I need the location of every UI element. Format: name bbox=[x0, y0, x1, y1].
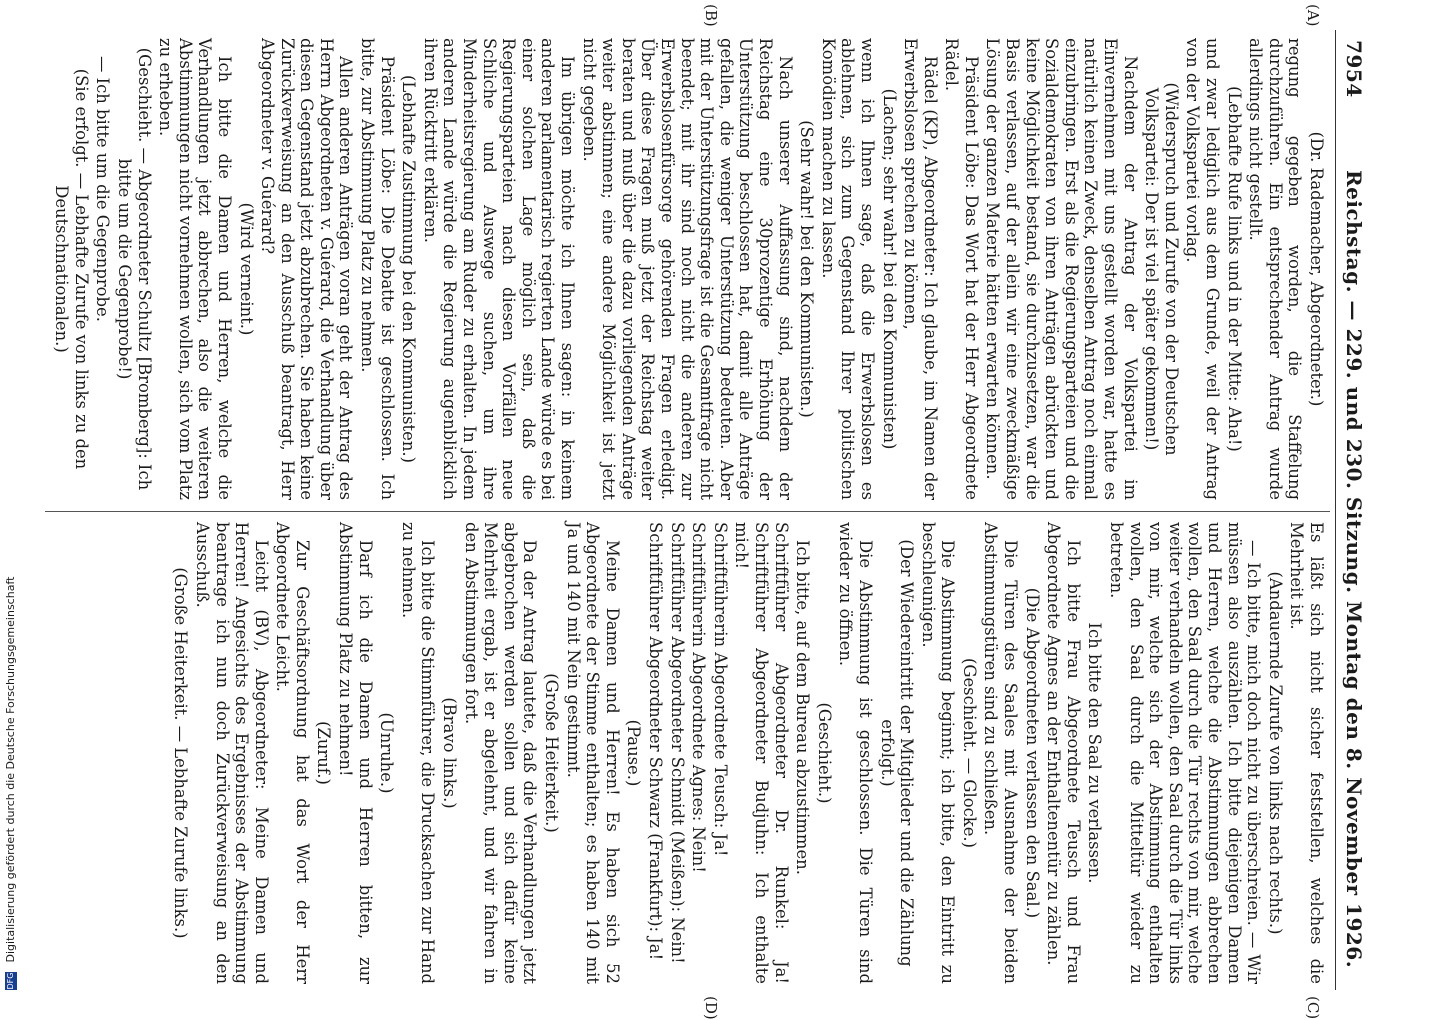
left-column-paragraph: Präsident Löbe: Die Debatte ist geschlossen. Ich bitte, zur Abstimmung Platz zu nehmen. bbox=[358, 38, 397, 500]
right-column-paragraph: Ich bitte Frau Abgeordnete Teusch und Frau Abgeordnete Agnes an der Enthaltenentür zu zählen. bbox=[1044, 522, 1083, 984]
margin-letter-b: (B) bbox=[702, 4, 720, 27]
column-divider bbox=[45, 511, 1330, 512]
right-column-paragraph: Ich bitte, auf dem Bureau abzustimmen. bbox=[793, 540, 813, 875]
right-column-paragraph: (Die Abgeordneten verlassen den Saal.) bbox=[1022, 587, 1042, 919]
right-column-paragraph: (Pause.) bbox=[624, 719, 644, 787]
right-column-paragraph: (Geschieht.) bbox=[814, 702, 834, 804]
dfg-logo: DFG bbox=[6, 972, 15, 990]
left-column-paragraph: und zwar lediglich aus dem Grunde, weil der Antrag von der Volkspartei vorlag. bbox=[1183, 38, 1223, 500]
right-column-paragraph: (Unruhe.) bbox=[377, 712, 397, 794]
left-column-paragraph: (Lebhafte Rufe links und in der Mitte: Aha!) bbox=[1224, 86, 1244, 452]
left-column-paragraph: (Widerspruch und Zurufe von der Deutschen Volkspartei: Der ist viel später gekommen!) bbox=[1142, 82, 1181, 456]
right-column-paragraph: Die Türen des Saales mit Ausnahme der beiden Abstimmungstüren sind zu schließen. bbox=[981, 522, 1021, 984]
header-rule bbox=[1335, 30, 1336, 990]
right-column-paragraph: Schriftführer Abgeordneter Schmidt (Meißen): Nein! bbox=[667, 522, 687, 964]
page-title: Reichstag. — 229. und 230. Sitzung. Montag den 8. November 1926. bbox=[1342, 170, 1366, 969]
page-header bbox=[1336, 30, 1370, 990]
right-column-paragraph: (Bravo links.) bbox=[440, 697, 460, 809]
left-column-paragraph: (Lebhafte Zustimmung bei den Kommunisten.) bbox=[399, 74, 419, 464]
margin-letter-c: (C) bbox=[1304, 996, 1322, 1020]
right-column-paragraph: Zur Geschäftsordnung hat das Wort der Herr Abgeordnete Leicht. bbox=[273, 522, 312, 984]
right-column-paragraph: Es läßt sich nicht sicher feststellen, welches die Mehrheit ist. bbox=[1287, 522, 1326, 984]
left-column-paragraph: Nach unserer Auffassung sind, nachdem der Reichstag eine 30prozentige Erhöhung der Unterstützung beschlossen hat, damit alle Anträge gefallen, die weniger Unterstützung bedeuten. Aber mit der Unterstützungsfrage ist die Gesamtfrage nicht beendet; mit ihr sind noch nicht die anderen zur Erwerbslosenfürsorge gehörenden Fragen erledigt. Über diese Fragen muß jetzt der Reichstag weiter beraten und muß über die dazu vorliegenden Anträge weiter abstimmen; eine andere Möglichkeit ist jetzt nicht gegeben. bbox=[579, 38, 795, 500]
right-column-paragraph: Schriftführerin Abgeordnete Agnes: Nein! bbox=[689, 522, 709, 873]
left-column-paragraph: wenn ich Ihnen sage, daß die Erwerbslosen es ablehnen, sich zum Gegenstand Ihrer politischen Komödien machen zu lassen. bbox=[818, 38, 877, 500]
right-column-paragraph: (Andauernde Zurufe von links nach rechts.) bbox=[1265, 571, 1285, 935]
document-page bbox=[36, 4, 1370, 1020]
right-column-paragraph: (Der Wiedereintritt der Mitglieder und die Zählung erfolgt.) bbox=[877, 539, 917, 967]
left-column-paragraph: (Wird verneint.) bbox=[236, 202, 256, 336]
right-column-paragraph: Schriftführerin Abgeordnete Teusch: Ja! bbox=[710, 522, 730, 857]
digitization-credit: Digitalisierung gefördert durch die Deutsche Forschungsgemeinschaft bbox=[4, 576, 17, 963]
right-column-paragraph: Ich bitte die Stimmführer, die Drucksachen zur Hand zu nehmen. bbox=[398, 522, 438, 984]
footer-strip bbox=[2, 20, 20, 990]
left-column-paragraph: Rädel (KP), Abgeordneter: Ich glaube, im Namen der Erwerbslosen sprechen zu können, bbox=[901, 38, 940, 500]
left-column-paragraph: (Lachen; sehr wahr! bei den Kommunisten) bbox=[879, 88, 899, 450]
left-column-paragraph: (Sehr wahr! bei den Kommunisten.) bbox=[797, 120, 817, 418]
right-column-paragraph: — Ich bitte, mich doch nicht zu überschreien. — Wir müssen also auszählen. Ich bitte diejenigen Damen und Herren, welche die Abstimmungen abbrechen wollen, den Saal durch die Tür rechts von mir, welche weiter verhandeln wollen, den Saal durch die Tür links von mir, welche sich der Abstimmung enthalten wollen, den Saal durch die Mitteltür wieder zu betreten. bbox=[1107, 522, 1264, 984]
right-column-paragraph: Darf ich die Damen und Herren bitten, zur Abstimmung Platz zu nehmen! bbox=[336, 522, 375, 984]
right-column-paragraph: (Große Heiterkeit. — Lebhafte Zurufe links.) bbox=[171, 567, 191, 939]
right-column-paragraph: Da der Antrag lautete, daß die Verhandlungen jetzt abgebrochen werden sollen und sich dafür keine Mehrheit ergab, ist er abgelehnt, und wir fahren in den Abstimmungen fort. bbox=[461, 522, 540, 984]
right-column-paragraph: (Zuruf.) bbox=[314, 721, 334, 785]
left-column-paragraph: Präsident Löbe: Das Wort hat der Herr Abgeordnete Rädel. bbox=[942, 38, 981, 500]
right-column-paragraph: Schriftführer Abgeordneter Schwarz (Frankfurt): Ja! bbox=[646, 522, 665, 961]
right-column-paragraph: Die Abstimmung ist geschlossen. Die Türen sind wieder zu öffnen. bbox=[836, 522, 875, 984]
left-column-paragraph: (Sie erfolgt. — Lebhafte Zurufe von links zu den Deutschnationalen.) bbox=[52, 68, 91, 470]
right-column-paragraph: Ich bitte den Saal zu verlassen. bbox=[1085, 622, 1105, 884]
right-column-paragraph: (Geschieht. — Glocke.) bbox=[959, 657, 979, 849]
right-column bbox=[46, 522, 1326, 984]
left-column bbox=[46, 38, 1326, 500]
left-column-paragraph: Allen anderen Anträgen voran geht der Antrag des Herrn Abgeordneten v. Guérard, die Verhandlung über diesen Gegenstand jetzt abzubrechen. Sie haben keine Zurückverweisung an den Ausschuß beantragt, Herr Abgeordneter v. Guérard? bbox=[258, 38, 356, 500]
margin-letter-a: (A) bbox=[1304, 4, 1322, 27]
left-column-paragraph: (Dr. Rademacher, Abgeordneter.) bbox=[1307, 131, 1326, 407]
left-column-paragraph: Nachdem der Antrag der Volkspartei im Einvernehmen mit uns gestellt worden war, hatte es natürlich keinen Zweck, denselben Antrag noch einmal einzubringen. Erst als die Regierungsparteien und die Sozialdemokraten von ihren Anträgen abrückten und keine Möglichkeit bestand, sie durchzusetzen, war die Basis verlassen, auf der allein wir eine zweckmäßige Lösung der ganzen Materie hätten erwarten können. bbox=[983, 38, 1140, 500]
page-number: 7954 bbox=[1342, 40, 1366, 98]
left-column-paragraph: Im übrigen möchte ich Ihnen sagen: in keinem anderen parlamentarisch regierten Lande würde es bei einer solchen Lage möglich sein, daß die Regierungsparteien nach diesen Vorfällen neue Schliche und Auswege suchen, um ihre Minderheitsregierung am Ruder zu erhalten. In jedem anderen Lande würde die Regierung augenblicklich ihren Rücktritt erklären. bbox=[420, 38, 578, 500]
right-column-paragraph: Die Abstimmung beginnt; ich bitte, den Eintritt zu beschleunigen. bbox=[918, 522, 958, 984]
right-column-paragraph: (Große Heiterkeit.) bbox=[542, 673, 562, 833]
right-column-paragraph: Schriftführer Abgeordneter Dr. Runkel: Ja! Schriftführer Abgeordneter Budjuhn: Ich enthalte mich! bbox=[732, 522, 791, 984]
right-column-paragraph: Leicht (BV), Abgeordneter: Meine Damen und Herren! Angesichts des Ergebnisses der Abstimmung beantrage ich nun doch Zurückverweisung an den Ausschuß. bbox=[192, 522, 271, 984]
right-column-paragraph: Meine Damen und Herren! Es haben sich 52 Abgeordnete der Stimme enthalten; es haben 140 mit Ja und 140 mit Nein gestimmt. bbox=[563, 522, 622, 984]
margin-letter-d: (D) bbox=[702, 996, 720, 1020]
left-column-paragraph: Ich bitte die Damen und Herren, welche die Verhandlungen jetzt abbrechen, also die weiteren Abstimmungen nicht vornehmen wollen, sich vom Platz zu erheben. bbox=[156, 38, 234, 500]
left-column-paragraph: — Ich bitte um die Gegenprobe. bbox=[93, 56, 113, 322]
left-column-paragraph: (Geschieht. — Abgeordneter Schultz [Bromberg]: Ich bitte um die Gegenprobe!) bbox=[114, 47, 154, 491]
left-column-paragraph: regung gegeben worden, die Staffelung durchzuführen. Ein entsprechender Antrag wurde allerdings nicht gestellt. bbox=[1246, 38, 1305, 500]
